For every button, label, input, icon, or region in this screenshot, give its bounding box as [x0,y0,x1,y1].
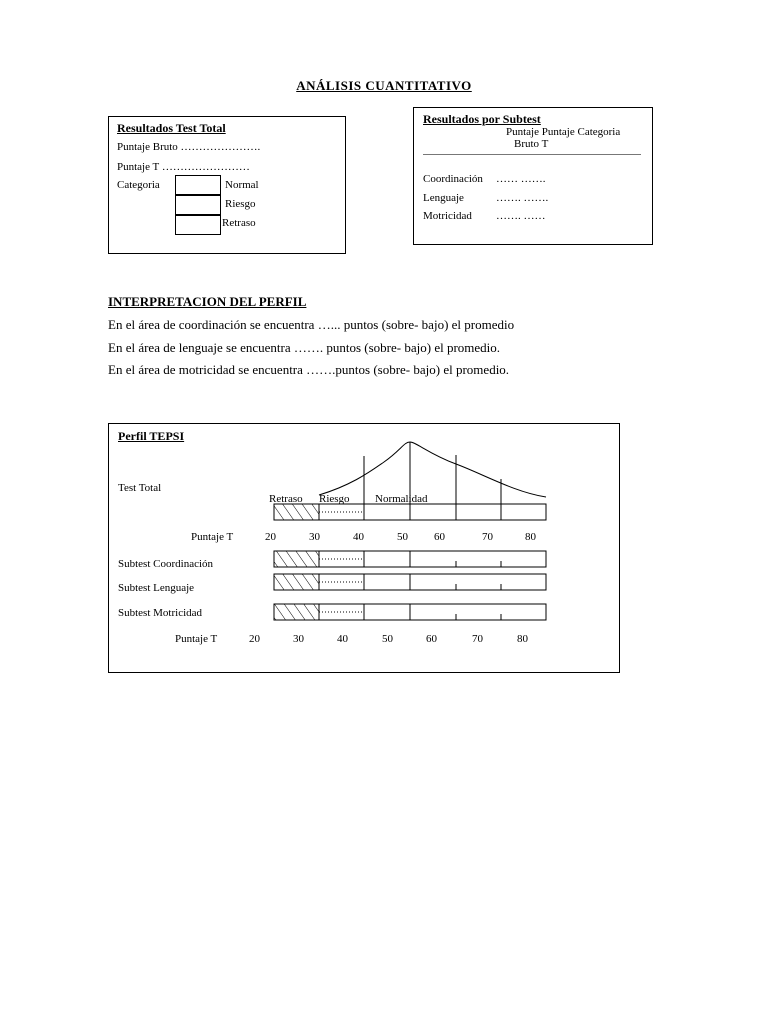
test-total-label: Test Total [118,482,162,494]
subtest-label-lenguaje: Subtest Lenguaje [118,582,195,594]
interpretation-heading: INTERPRETACION DEL PERFIL [108,294,307,309]
category-box-normal [175,175,221,195]
interpretation-line-coordinacion: En el área de coordinación se encuentra …... puntos (sobre- bajo) el promedio [108,317,515,332]
category-box-riesgo [175,195,221,215]
tick-bottom-70: 70 [472,633,483,645]
category-normal-label: Normal [225,179,259,191]
tick-top-50: 50 [397,531,408,543]
subtest-bar-motricidad [274,604,546,620]
subtest-box [413,107,653,245]
interpretation-line-lenguaje: En el área de lenguaje se encuentra ……. puntos (sobre- bajo) el promedio. [108,340,501,355]
zone-label-retraso: Retraso [269,493,303,505]
subtest-label-motricidad: Subtest Motricidad [118,607,203,619]
subtest-label-coordinacion: Subtest Coordinación [118,558,214,570]
tick-bottom-30: 30 [293,633,304,645]
tick-top-30: 30 [309,531,320,543]
category-retraso-label: Retraso [222,217,256,229]
subtest-bar-coordinacion [274,551,546,567]
tick-top-60: 60 [434,531,445,543]
puntaje-t-label-top: Puntaje T [191,531,234,543]
tick-top-40: 40 [353,531,364,543]
tick-bottom-60: 60 [426,633,437,645]
tick-bottom-20: 20 [249,633,260,645]
subtest-bar-lenguaje [274,574,546,590]
puntaje-t-label-bottom: Puntaje T [175,633,218,645]
category-box-retraso [175,215,221,235]
profile-box [108,423,620,673]
tick-top-80: 80 [525,531,536,543]
zone-label-normalidad: Normalidad [375,493,428,505]
bell-curve [319,442,546,497]
puntaje-t-field: Puntaje T …………………… [117,161,250,173]
tick-bottom-80: 80 [517,633,528,645]
zone-label-riesgo: Riesgo [319,493,350,505]
subtest-row-coordinacion-values: …… ……. [496,173,546,185]
tick-top-70: 70 [482,531,493,543]
subtest-divider [423,154,641,155]
subtest-col-header-2: Bruto T [514,138,549,150]
subtest-row-lenguaje-label: Lenguaje [423,192,464,204]
category-riesgo-label: Riesgo [225,198,256,210]
categoria-label: Categoria [117,179,160,191]
puntaje-bruto-field: Puntaje Bruto …………………. [117,141,261,153]
tick-bottom-40: 40 [337,633,348,645]
subtest-row-motricidad-label: Motricidad [423,210,472,222]
tick-bottom-50: 50 [382,633,393,645]
interpretation-line-motricidad: En el área de motricidad se encuentra …….puntos (sobre- bajo) el promedio. [108,362,510,377]
tick-top-20: 20 [265,531,276,543]
subtest-row-motricidad-values: ……. …… [496,210,546,222]
profile-heading: Perfil TEPSI [118,429,185,443]
subtest-row-coordinacion-label: Coordinación [423,173,483,185]
subtest-heading: Resultados por Subtest [423,112,541,126]
test-total-heading: Resultados Test Total [117,121,226,135]
subtest-row-lenguaje-values: ……. ……. [496,192,549,204]
page-title: ANÁLISIS CUANTITATIVO [296,78,472,93]
test-total-box [108,116,346,254]
test-total-hatch [274,504,319,520]
subtest-col-header-1: Puntaje Puntaje Categoria [506,126,621,138]
